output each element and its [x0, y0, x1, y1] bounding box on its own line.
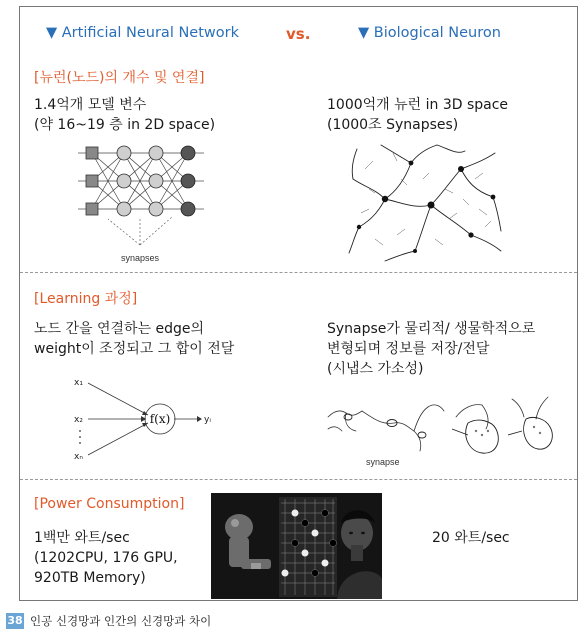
input-x1-label: x₁	[74, 378, 83, 388]
figure-footer	[0, 611, 582, 633]
bio-heading: ▼ Biological Neuron	[358, 25, 501, 41]
bio-power-text: 20 와트/sec	[432, 530, 510, 546]
section-divider-1	[20, 272, 577, 273]
ann-heading: ▼ Artificial Neural Network	[46, 25, 239, 41]
perceptron-diagram	[70, 371, 230, 467]
synapses-caption: synapses	[120, 253, 160, 263]
ann-power-text: 1백만 와트/sec (1202CPU, 176 GPU, 920TB Memory)	[34, 530, 178, 586]
input-x2-label: x₂	[74, 415, 83, 425]
alphago-match-photo	[211, 493, 382, 599]
section-title-power: [Power Consumption]	[34, 496, 185, 512]
section-divider-2	[20, 479, 577, 480]
synapse-illustration	[322, 389, 568, 475]
input-xn-label: xₙ	[74, 452, 83, 462]
output-label: yᵢ	[204, 415, 211, 425]
section-title-nodes: [뉴런(노드)의 개수 및 연결]	[34, 70, 205, 86]
figure-caption: 인공 신경망과 인간의 신경망과 차이	[30, 614, 212, 628]
neuron-network-image	[345, 139, 505, 264]
section-title-learning: [Learning 과정]	[34, 291, 138, 307]
comparison-panel	[19, 6, 578, 601]
ann-node-text: 1.4억개 모델 변수 (약 16~19 층 in 2D space)	[34, 97, 216, 133]
vs-label: vs.	[286, 25, 311, 43]
ann-learning-text: 노드 간을 연결하는 edge의 weight이 조정되고 그 합이 전달	[34, 321, 235, 357]
activation-function-label: f(x)	[149, 412, 171, 426]
page-number-badge: 38	[7, 614, 23, 627]
neural-network-diagram	[78, 137, 228, 269]
bio-node-text: 1000억개 뉴런 in 3D space (1000조 Synapses)	[327, 97, 509, 133]
synapse-caption: synapse	[366, 457, 400, 467]
bio-learning-text: Synapse가 물리적/ 생물학적으로 변형되며 정보를 저장/전달 (시냅스 가소성)	[327, 321, 536, 377]
